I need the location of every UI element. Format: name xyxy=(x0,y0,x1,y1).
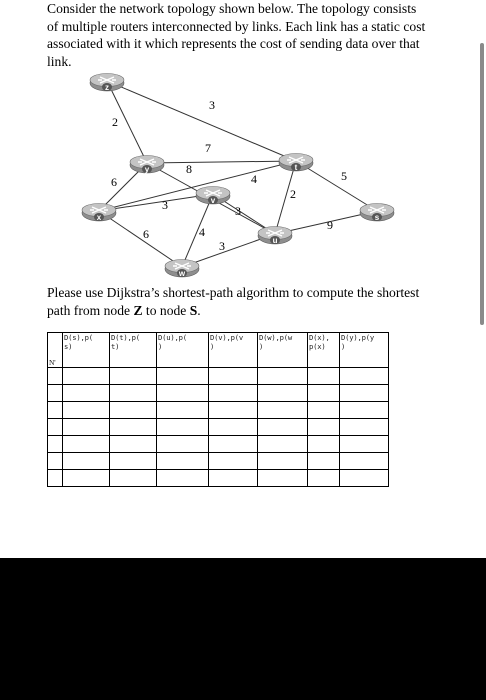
table-cell[interactable] xyxy=(340,470,389,487)
link-cost-x-v: 3 xyxy=(162,198,168,212)
table-cell[interactable] xyxy=(63,419,110,436)
table-cell[interactable] xyxy=(340,368,389,385)
table-cell[interactable] xyxy=(258,368,308,385)
table-cell[interactable] xyxy=(48,470,63,487)
link-v-w xyxy=(182,194,213,267)
source-node: Z xyxy=(133,302,143,318)
table-cell[interactable] xyxy=(258,436,308,453)
table-cell[interactable] xyxy=(63,368,110,385)
table-cell[interactable] xyxy=(157,453,209,470)
link-cost-u-s: 9 xyxy=(327,218,333,232)
table-cell[interactable] xyxy=(110,470,157,487)
table-cell[interactable] xyxy=(209,385,258,402)
table-cell[interactable] xyxy=(340,453,389,470)
link-cost-y-x: 6 xyxy=(111,175,117,189)
router-label-u: u xyxy=(272,236,278,245)
table-cell[interactable] xyxy=(157,385,209,402)
table-cell[interactable] xyxy=(110,402,157,419)
table-cell[interactable] xyxy=(157,419,209,436)
table-cell[interactable] xyxy=(308,470,340,487)
table-cell[interactable] xyxy=(258,402,308,419)
link-cost-z-t: 3 xyxy=(209,98,215,112)
network-topology-diagram xyxy=(70,70,410,280)
table-row xyxy=(48,419,389,436)
table-cell[interactable] xyxy=(110,419,157,436)
link-cost-z-y: 2 xyxy=(112,115,118,129)
link-x-t xyxy=(99,161,296,211)
table-cell[interactable] xyxy=(63,470,110,487)
intro-paragraph: Consider the network topology shown below. The topology consists of multiple routers interconnected by links. Each link has a static cost associated with it which represents the cost of sending data over that link. xyxy=(47,1,426,69)
table-row xyxy=(48,453,389,470)
target-node: S xyxy=(189,302,198,318)
router-s xyxy=(360,204,394,223)
table-cell[interactable] xyxy=(308,436,340,453)
table-cell[interactable] xyxy=(340,436,389,453)
table-cell[interactable] xyxy=(209,436,258,453)
link-cost-v-w: 4 xyxy=(199,225,205,239)
column-header: D(v),p(v ) xyxy=(209,333,258,368)
link-y-t xyxy=(147,161,296,163)
table-cell[interactable] xyxy=(63,436,110,453)
table-cell[interactable] xyxy=(308,368,340,385)
router-label-y: y xyxy=(144,165,150,174)
router-u xyxy=(258,227,292,246)
table-cell[interactable] xyxy=(308,385,340,402)
table-cell[interactable] xyxy=(258,453,308,470)
table-cell[interactable] xyxy=(63,385,110,402)
link-cost-x-w: 6 xyxy=(143,227,149,241)
table-cell[interactable] xyxy=(340,419,389,436)
table-header-row xyxy=(48,333,389,368)
table-cell[interactable] xyxy=(157,402,209,419)
router-label-w: w xyxy=(178,269,186,278)
table-cell[interactable] xyxy=(340,385,389,402)
router-label-v: v xyxy=(210,196,216,205)
table-row xyxy=(48,385,389,402)
router-label-x: x xyxy=(96,213,102,222)
column-header: D(t),p( t) xyxy=(110,333,157,368)
table-cell[interactable] xyxy=(209,368,258,385)
table-cell[interactable] xyxy=(48,385,63,402)
table-cell[interactable] xyxy=(110,385,157,402)
table-cell[interactable] xyxy=(209,402,258,419)
table-row xyxy=(48,368,389,385)
table-cell[interactable] xyxy=(63,453,110,470)
table-cell[interactable] xyxy=(209,419,258,436)
table-cell[interactable] xyxy=(48,436,63,453)
link-cost-y-u: 8 xyxy=(186,162,192,176)
table-cell[interactable] xyxy=(258,419,308,436)
question-text: Please use Dijkstra’s shortest-path algorithm to compute the shortest path from node xyxy=(47,285,420,318)
table-cell[interactable] xyxy=(157,368,209,385)
column-header: D(s),p( s) xyxy=(63,333,110,368)
table-cell[interactable] xyxy=(110,368,157,385)
table-row xyxy=(48,402,389,419)
question-paragraph xyxy=(47,284,437,319)
dijkstra-table xyxy=(47,332,389,487)
table-cell[interactable] xyxy=(110,436,157,453)
table-cell[interactable] xyxy=(209,470,258,487)
link-x-w xyxy=(96,211,182,267)
link-cost-x-t: 4 xyxy=(251,172,257,186)
table-cell[interactable] xyxy=(48,419,63,436)
scrollbar[interactable] xyxy=(480,43,484,325)
black-footer-area xyxy=(0,558,486,700)
router-w xyxy=(165,260,199,279)
table-cell[interactable] xyxy=(258,470,308,487)
table-cell[interactable] xyxy=(63,402,110,419)
table-cell[interactable] xyxy=(209,453,258,470)
router-label-t: t xyxy=(294,163,298,172)
router-label-z: z xyxy=(105,83,109,92)
table-cell[interactable] xyxy=(48,402,63,419)
router-label-s: s xyxy=(374,213,380,222)
table-cell[interactable] xyxy=(157,436,209,453)
table-row xyxy=(48,436,389,453)
table-cell[interactable] xyxy=(157,470,209,487)
column-header: D(y),p(y ) xyxy=(340,333,389,368)
router-t xyxy=(279,154,313,173)
column-header: D(u),p( ) xyxy=(157,333,209,368)
table-cell[interactable] xyxy=(308,453,340,470)
link-z-t xyxy=(107,81,296,161)
column-header: D(w),p(w ) xyxy=(258,333,308,368)
link-cost-v-u: 3 xyxy=(235,204,241,218)
table-cell[interactable] xyxy=(258,385,308,402)
link-cost-y-t: 7 xyxy=(205,141,211,155)
link-cost-w-u: 3 xyxy=(219,239,225,253)
column-header: D(x), p(x) xyxy=(308,333,340,368)
link-cost-t-s: 5 xyxy=(341,169,347,183)
table-cell[interactable] xyxy=(48,453,63,470)
link-cost-t-u: 2 xyxy=(290,187,296,201)
table-cell[interactable] xyxy=(48,368,63,385)
column-header: N' xyxy=(48,333,63,368)
router-y xyxy=(130,156,164,175)
table-cell[interactable] xyxy=(340,402,389,419)
question-text-middle: to node xyxy=(142,302,190,318)
question-text-end: . xyxy=(197,302,201,318)
router-z xyxy=(90,74,124,93)
table-cell[interactable] xyxy=(308,402,340,419)
table-cell[interactable] xyxy=(308,419,340,436)
table-row xyxy=(48,470,389,487)
table-cell[interactable] xyxy=(110,453,157,470)
